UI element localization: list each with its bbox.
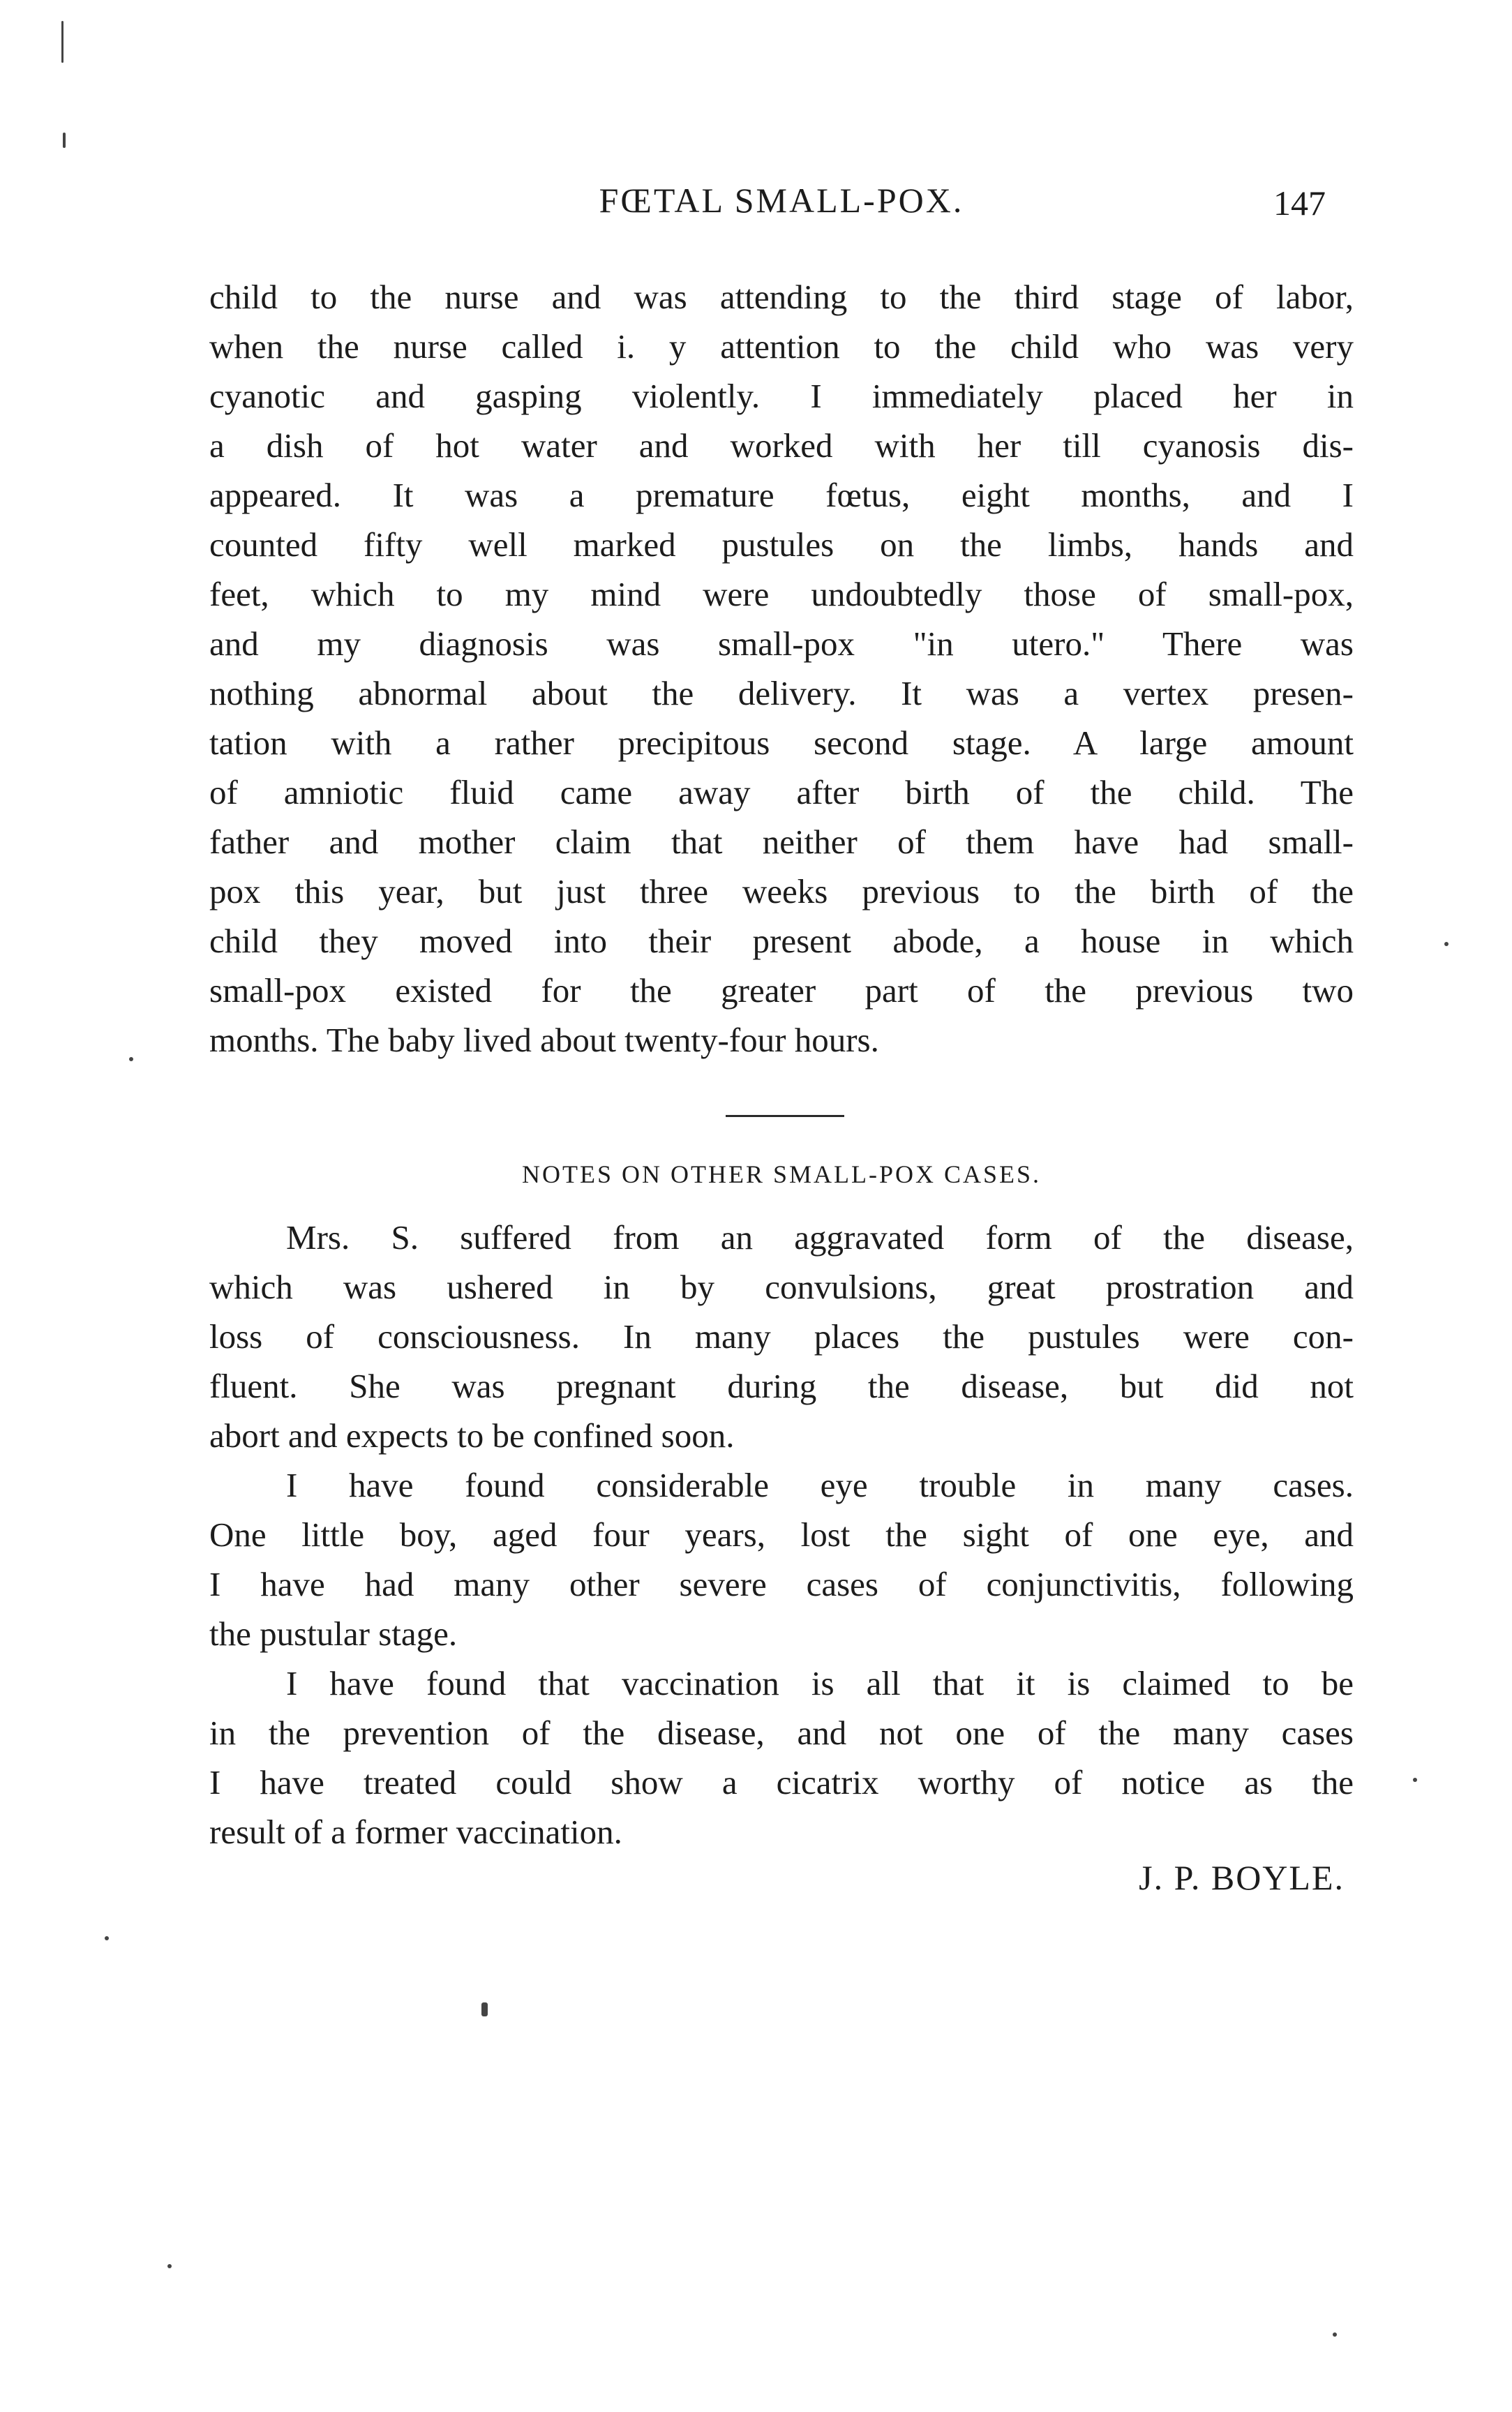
scan-speck [1444,942,1449,946]
text-line: the pustular stage. [209,1615,458,1653]
text-line: One little boy, aged four years, lost the sight of one eye, and [209,1515,1354,1554]
notes-section [209,1213,1354,1857]
text-line: result of a former vaccination. [209,1813,622,1851]
text-line: I have found considerable eye trouble in many cases. [286,1466,1354,1504]
running-title: FŒTAL SMALL-POX. [599,181,964,220]
section-title: NOTES ON OTHER SMALL-POX CASES. [521,1160,1042,1188]
text-line: appeared. It was a premature fœtus, eight months, and I [209,476,1354,514]
text-line: pox this year, but just three weeks previous to the birth of the [209,872,1354,911]
text-line: small-pox existed for the greater part of the previous two [209,971,1354,1010]
text-line: nothing abnormal about the delivery. It was a vertex presen- [209,674,1354,712]
text-line: counted fifty well marked pustules on the limbs, hands and [209,525,1354,564]
text-line: I have found that vaccination is all that it is claimed to be [286,1664,1354,1702]
text-line: a dish of hot water and worked with her till cyanosis dis- [209,426,1354,465]
section-divider [726,1115,844,1117]
text-line: of amniotic fluid came away after birth of the child. The [209,773,1354,811]
author-signature: J. P. BOYLE. [1139,1858,1345,1897]
text-line: cyanotic and gasping violently. I immediately placed her in [209,377,1354,415]
text-line: child they moved into their present abode, a house in which [209,922,1354,960]
page-number: 147 [1273,183,1326,223]
text-line: tation with a rather precipitous second stage. A large amount [209,724,1354,762]
text-line: child to the nurse and was attending to the third stage of labor, [209,278,1354,316]
text-line: I have treated could show a cicatrix worthy of notice as the [209,1763,1354,1801]
scan-speck [1333,2332,1337,2337]
case-paragraph [209,272,1354,1065]
scan-speck [1413,1778,1417,1782]
text-line: abort and expects to be confined soon. [209,1416,735,1455]
text-line: Mrs. S. suffered from an aggravated form of the disease, [286,1218,1354,1257]
scan-speck [105,1936,109,1940]
scan-speck [63,133,66,148]
text-line: when the nurse called i. y attention to the child who was very [209,327,1354,366]
text-line: which was ushered in by convulsions, great prostration and [209,1268,1354,1306]
scan-speck [167,2264,172,2268]
text-line: father and mother claim that neither of them have had small- [209,823,1354,861]
text-line: months. The baby lived about twenty-four hours. [209,1021,879,1059]
text-line: feet, which to my mind were undoubtedly those of small-pox, [209,575,1354,613]
text-line: I have had many other severe cases of conjunctivitis, following [209,1565,1354,1603]
running-head [209,180,1354,236]
scan-speck [129,1057,133,1061]
scan-speck [481,2002,488,2016]
text-line: loss of consciousness. In many places the pustules were con- [209,1317,1354,1356]
text-line: fluent. She was pregnant during the disease, but did not [209,1367,1354,1405]
text-line: in the prevention of the disease, and not one of the many cases [209,1714,1354,1752]
text-line: and my diagnosis was small-pox "in utero." There was [209,624,1354,663]
scan-speck [61,21,63,63]
